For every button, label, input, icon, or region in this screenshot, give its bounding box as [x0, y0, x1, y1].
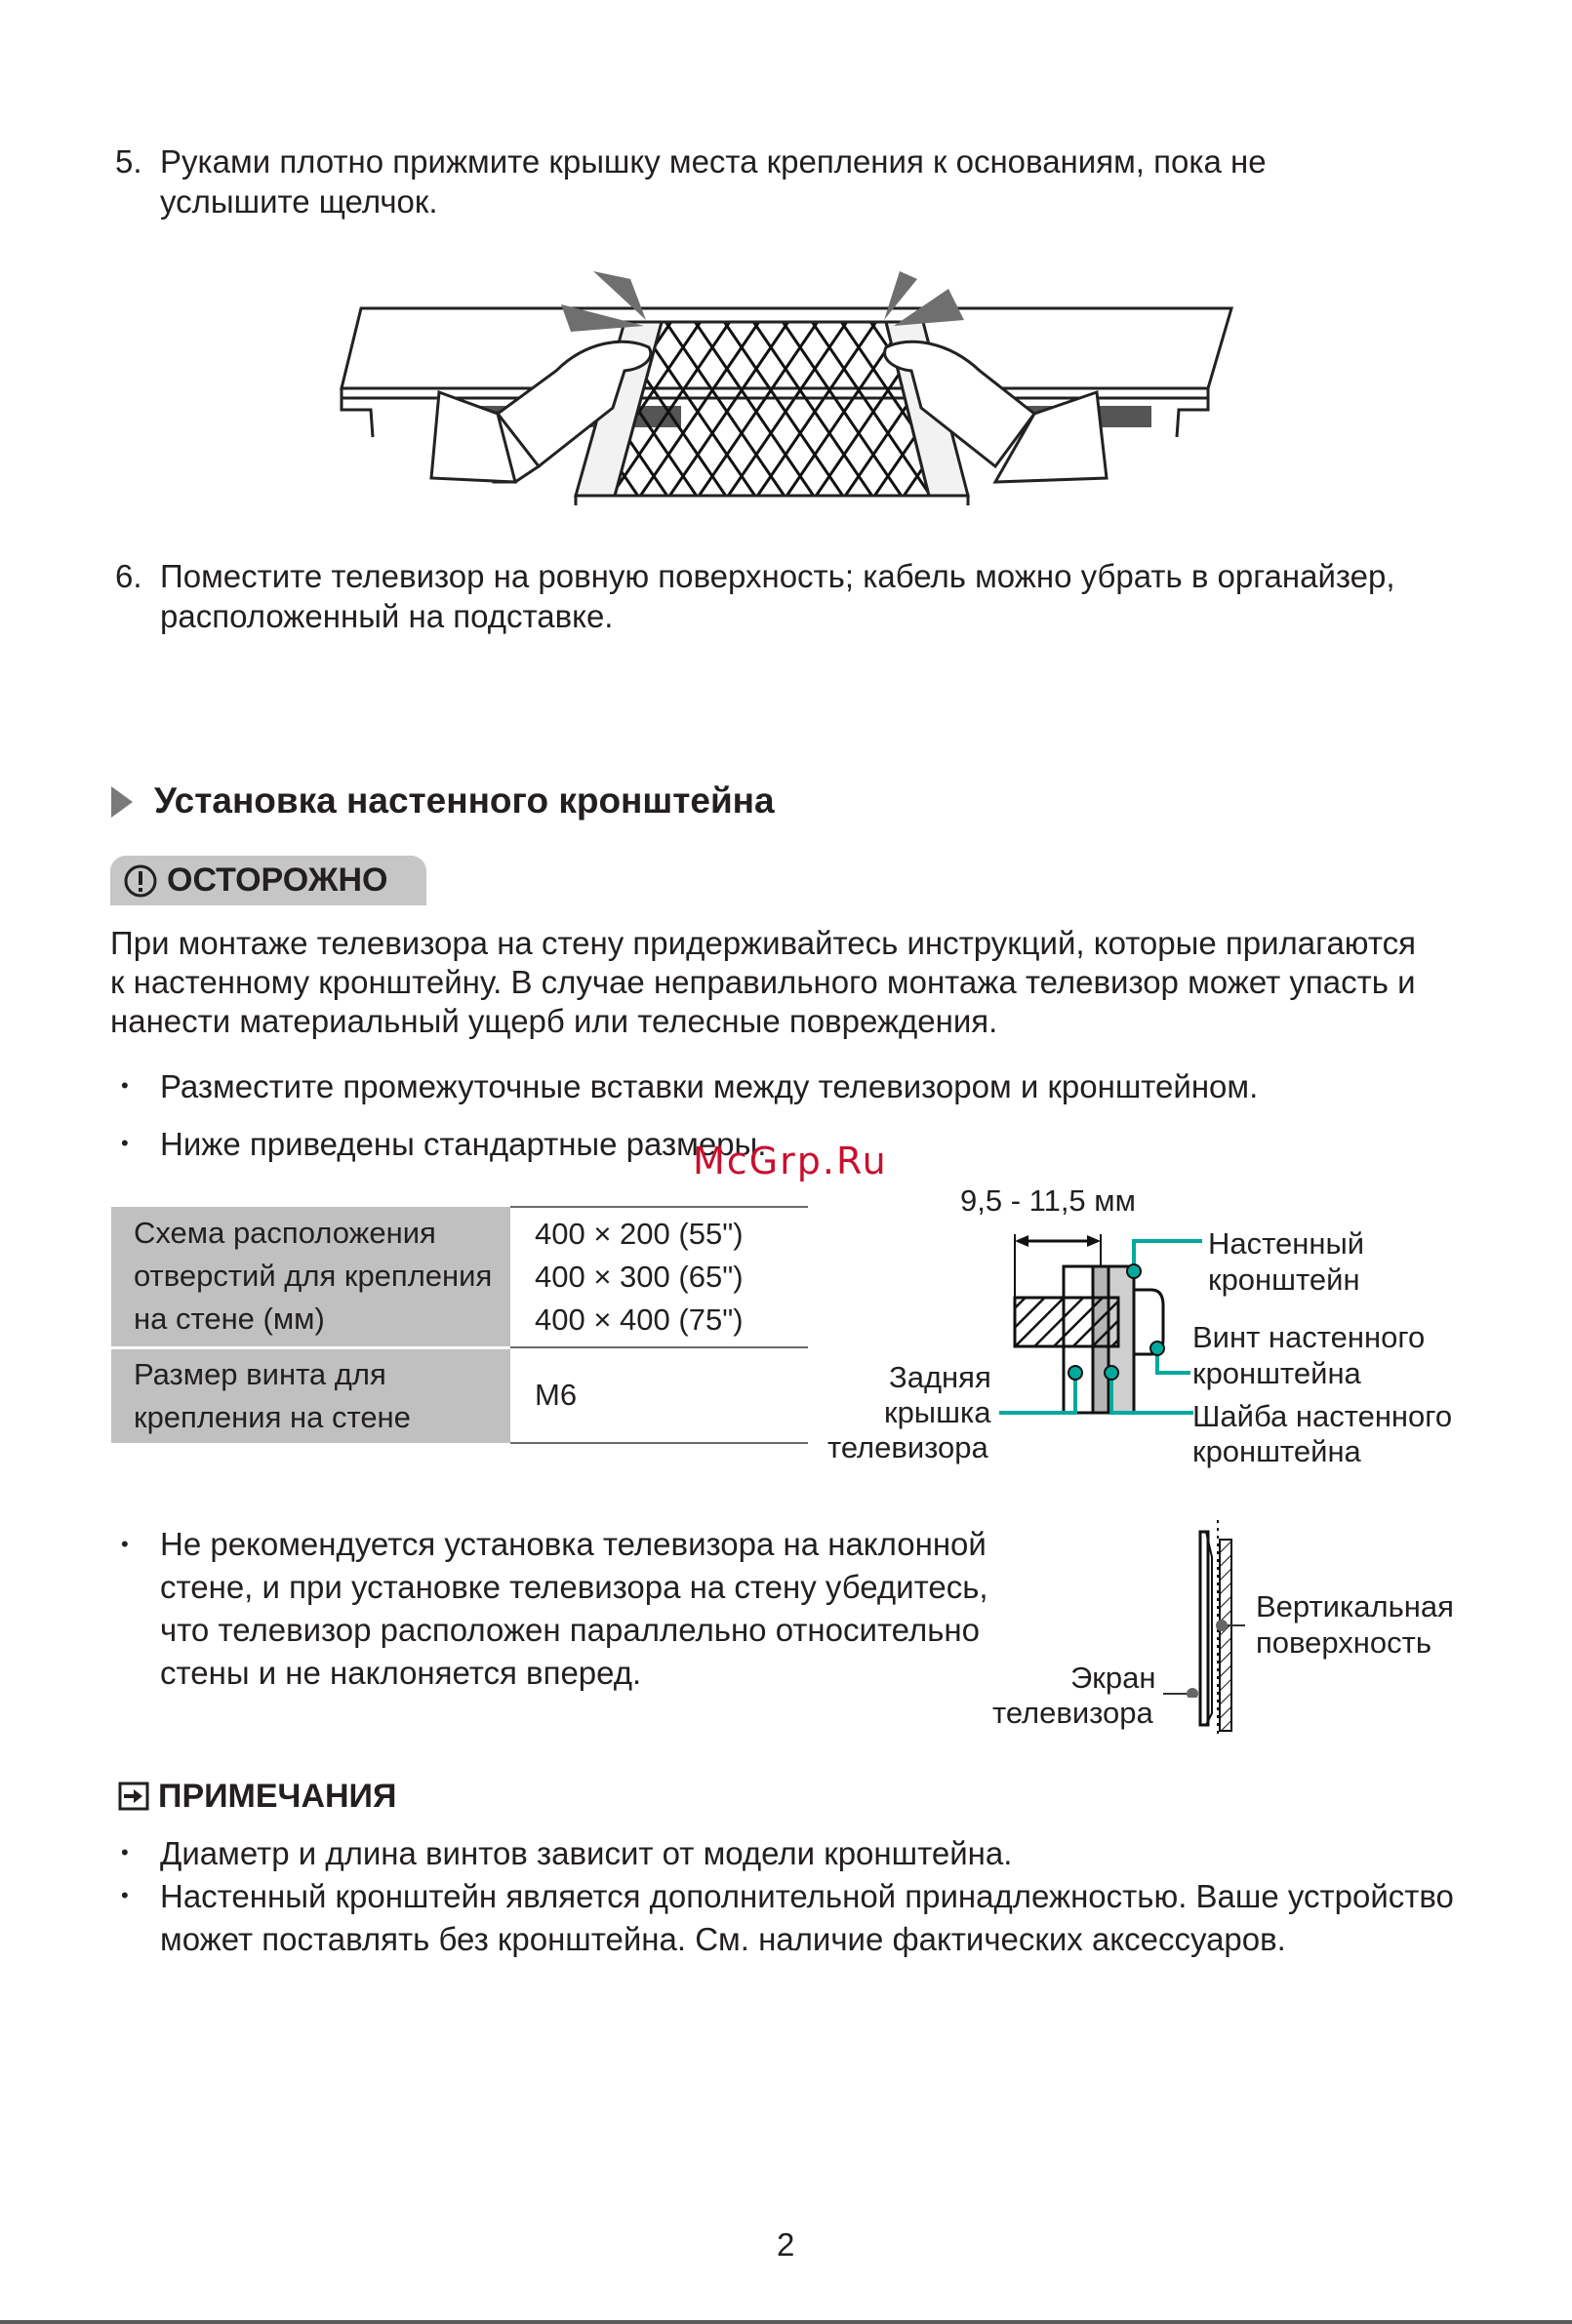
table-value-line: 400 × 400 (75")	[535, 1302, 744, 1337]
label-screw-line-2: кронштейна	[1192, 1356, 1361, 1390]
diagram-leader-lines	[986, 1220, 1220, 1454]
table-value-line: 400 × 300 (65")	[535, 1260, 744, 1294]
bullet-dot: •	[121, 1532, 129, 1556]
table-header-line: отверстий для крепления	[134, 1259, 493, 1294]
note-2-line-2: может поставлять без кронштейна. См. наличие фактических аксессуаров.	[160, 1921, 1286, 1957]
table-header-cell	[111, 1347, 510, 1443]
table-header-cell	[111, 1207, 510, 1347]
mounting-spec-table	[111, 1206, 808, 1444]
caution-line-1: При монтаже телевизора на стену придерживайтесь инструкций, которые прилагаются	[110, 925, 1416, 961]
step-6-line-1: Поместите телевизор на ровную поверхность; кабель можно убрать в органайзер,	[160, 558, 1395, 594]
caution-banner	[110, 856, 426, 905]
table-row	[111, 1207, 808, 1347]
section-arrow-icon	[111, 786, 133, 818]
bullet-dot: •	[121, 1131, 129, 1155]
bullet-dot: •	[121, 1840, 129, 1864]
wall-diagram-leaders	[1161, 1581, 1249, 1698]
tilt-line-2: стене, и при установке телевизора на стену убедитесь,	[160, 1569, 988, 1605]
watermark: McGrp.Ru	[693, 1140, 888, 1182]
notes-title: ПРИМЕЧАНИЯ	[158, 1778, 397, 1815]
step-5-line-1: Руками плотно прижмите крышку места крепления к основаниям, пока не	[160, 143, 1267, 180]
label-back-cover-line-2: крышка	[884, 1395, 991, 1429]
label-back-cover-line-3: телевизора	[827, 1430, 988, 1464]
label-vertical-surface-line-1: Вертикальная	[1256, 1589, 1454, 1623]
bullet-dot: •	[121, 1883, 129, 1907]
label-vertical-surface-line-2: поверхность	[1256, 1625, 1431, 1660]
label-screen-line-2: телевизора	[992, 1696, 1153, 1730]
bullet-dot: •	[121, 1073, 129, 1098]
notes-icon	[118, 1782, 149, 1811]
table-header-line: Схема расположения	[134, 1216, 436, 1251]
label-screw-line-1: Винт настенного	[1192, 1320, 1426, 1354]
step-5-number: 5.	[115, 143, 142, 180]
table-value-line: 400 × 200 (55")	[535, 1217, 744, 1251]
table-value-cell	[510, 1347, 808, 1443]
caution-icon	[122, 862, 159, 900]
bullet-standard-sizes: Ниже приведены стандартные размеры.	[160, 1126, 767, 1162]
bullet-spacers: Разместите промежуточные вставки между телевизором и кронштейном.	[160, 1068, 1259, 1104]
label-bracket-line-2: кронштейн	[1208, 1262, 1360, 1297]
caution-line-3: нанести материальный ущерб или телесные повреждения.	[110, 1003, 998, 1039]
label-bracket-line-1: Настенный	[1208, 1226, 1365, 1261]
caution-line-2: к настенному кронштейну. В случае неправильного монтажа телевизор может упасть и	[110, 964, 1416, 1000]
tilt-line-3: что телевизор расположен параллельно относительно	[160, 1612, 980, 1648]
table-header-line: на стене (мм)	[134, 1302, 325, 1337]
table-value-cell	[510, 1207, 808, 1347]
stand-cover-illustration	[332, 261, 1249, 505]
footer-rule	[0, 2320, 1572, 2324]
tilt-line-4: стены и не наклоняется вперед.	[160, 1655, 642, 1691]
step-6-line-2: расположенный на подставке.	[160, 598, 614, 634]
page-number: 2	[777, 2226, 795, 2263]
table-row	[111, 1347, 808, 1443]
table-value-line: M6	[535, 1378, 578, 1412]
section-title: Установка настенного кронштейна	[154, 781, 775, 821]
label-washer-line-1: Шайба настенного	[1192, 1399, 1453, 1433]
table-header-line: крепления на стене	[134, 1399, 411, 1434]
step-6-number: 6.	[115, 558, 142, 594]
caution-label: ОСТОРОЖНО	[167, 861, 388, 899]
label-back-cover-line-1: Задняя	[889, 1360, 991, 1394]
step-5-line-2: услышите щелчок.	[160, 183, 438, 220]
label-screen-line-1: Экран	[1070, 1661, 1156, 1695]
note-1-line-1: Диаметр и длина винтов зависит от модели кронштейна.	[160, 1835, 1013, 1871]
tilt-line-1: Не рекомендуется установка телевизора на наклонной	[160, 1526, 987, 1562]
note-2-line-1: Настенный кронштейн является дополнительной принадлежностью. Ваше устройство	[160, 1878, 1454, 1914]
label-washer-line-2: кронштейна	[1192, 1434, 1361, 1468]
table-header-line: Размер винта для	[134, 1356, 386, 1391]
dimension-label: 9,5 - 11,5 мм	[960, 1183, 1136, 1218]
